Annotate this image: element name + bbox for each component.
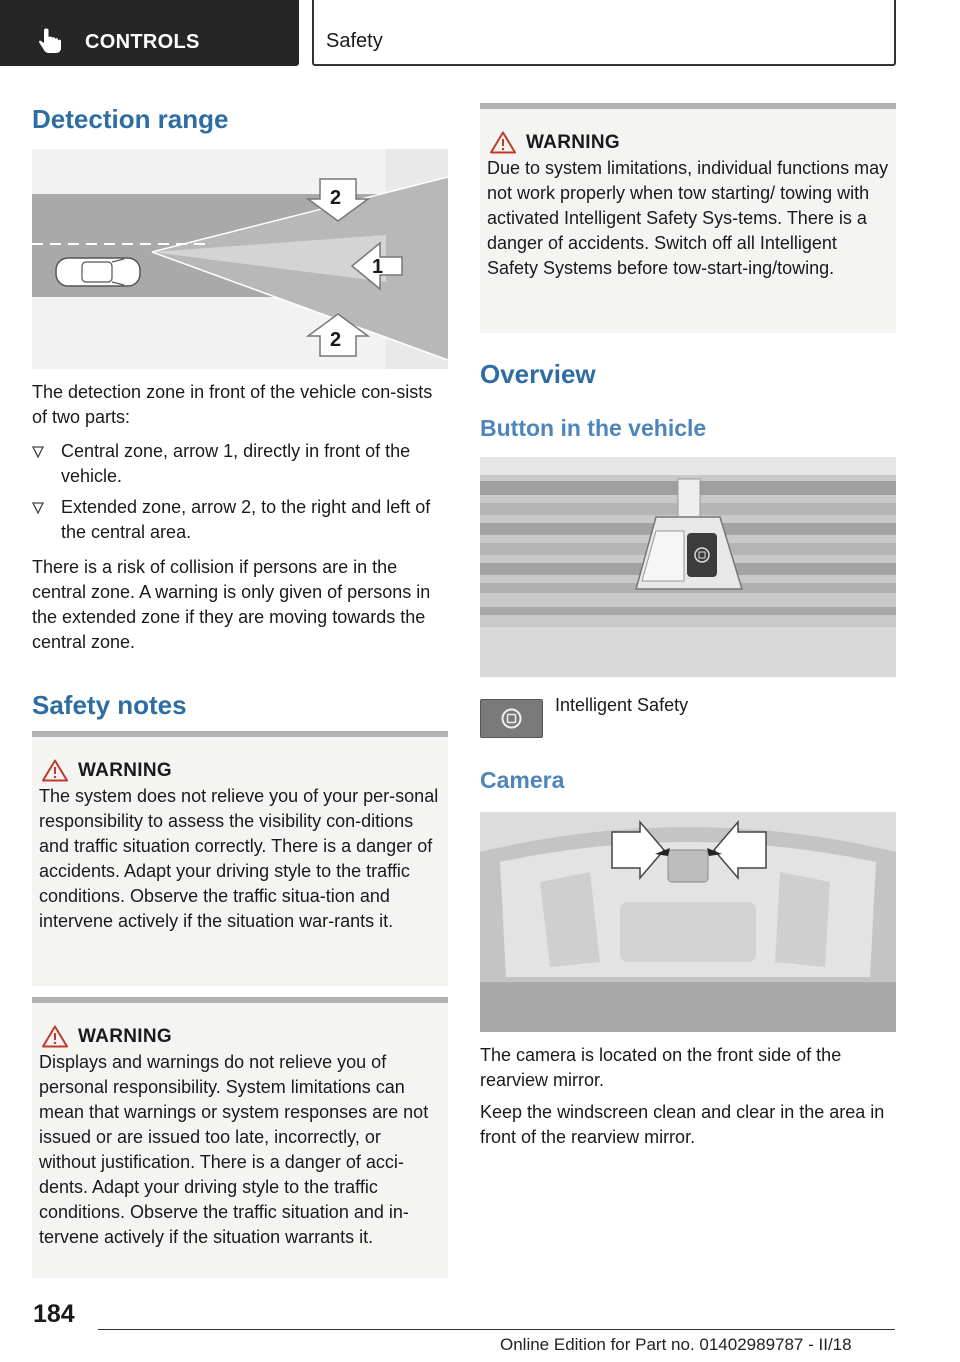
detection-zone-list <box>32 439 442 551</box>
warning-title: WARNING <box>78 760 172 781</box>
detection-range-figure <box>32 149 448 369</box>
detection-range-heading: Detection range <box>32 104 229 134</box>
button-figure <box>480 457 896 677</box>
arrow-label-1: 1 <box>372 256 384 278</box>
camera-illustration <box>480 812 896 1032</box>
pointing-hand-icon <box>38 28 64 54</box>
section-header <box>312 0 896 66</box>
warning-text: Due to system limitations, individual functions may not work properly when tow starting/ towing with activated Intelligent Safety Sys-tems. There is a danger of accidents. Switch off all Intelligent Safety Systems before tow-start-ing/towing. <box>487 158 889 278</box>
warning-triangle-icon <box>490 131 516 154</box>
triangle-bullet-icon <box>32 502 44 514</box>
list-item: Extended zone, arrow 2, to the right and left of the central area. <box>32 495 442 545</box>
warning-text: Displays and warnings do not relieve you of personal responsibility. System limitations can mean that warnings or system responses are not issued or are issued too late, incorrectly, or without justification. There is a danger of acci-dents. Adapt your driving style to the traffic conditions. Observe the traffic situation and in-tervene actively if the situation warrants it. <box>39 1052 429 1247</box>
list-item: Central zone, arrow 1, directly in front of the vehicle. <box>32 439 442 489</box>
section-label: Safety <box>326 30 383 52</box>
warning-title: WARNING <box>78 1026 172 1047</box>
warning-box-2 <box>32 997 448 1278</box>
detection-range-diagram <box>32 149 448 369</box>
triangle-bullet-icon <box>32 446 44 458</box>
intelligent-safety-label: Intelligent Safety <box>555 695 689 715</box>
button-in-vehicle-heading: Button in the vehicle <box>480 415 707 441</box>
camera-heading: Camera <box>480 767 565 793</box>
warning-title: WARNING <box>526 132 620 153</box>
warning-text: The system does not relieve you of your per-sonal responsibility to assess the visibility con-ditions and traffic situation correctly. There is a danger of accidents. Adapt your driving style to the traffic conditions. Observe the traffic situa-tion and intervene actively if the situation war-rants it. <box>39 786 439 931</box>
warning-triangle-icon <box>42 759 68 782</box>
button-panel-illustration <box>480 457 896 677</box>
warning-triangle-icon <box>42 1025 68 1048</box>
edition-text: Online Edition for Part no. 01402989787 - II/18 <box>500 1335 852 1354</box>
car-icon <box>56 258 140 286</box>
camera-figure <box>480 812 896 1032</box>
intelligent-safety-button[interactable] <box>480 699 543 738</box>
camera-care-text: Keep the windscreen clean and clear in the area in front of the rearview mirror. <box>480 1102 885 1147</box>
intelligent-safety-icon <box>480 699 543 738</box>
detection-intro: The detection zone in front of the vehicle con-sists of two parts: <box>32 382 433 427</box>
warning-box-1 <box>32 731 448 986</box>
camera-location-text: The camera is located on the front side of the rearview mirror. <box>480 1045 842 1090</box>
warning-box-3 <box>480 103 896 333</box>
footer-divider <box>98 1329 895 1330</box>
safety-notes-heading: Safety notes <box>32 690 187 720</box>
chapter-tab[interactable] <box>0 0 299 66</box>
arrow-label-2-top: 2 <box>330 187 342 209</box>
arrow-label-2-bottom: 2 <box>330 329 342 351</box>
overview-heading: Overview <box>480 359 596 389</box>
page-number: 184 <box>33 1300 75 1328</box>
risk-text: There is a risk of collision if persons are in the central zone. A warning is only given of persons in the extended zone if they are moving towards the central zone. <box>32 557 431 652</box>
chapter-label: CONTROLS <box>85 31 200 53</box>
